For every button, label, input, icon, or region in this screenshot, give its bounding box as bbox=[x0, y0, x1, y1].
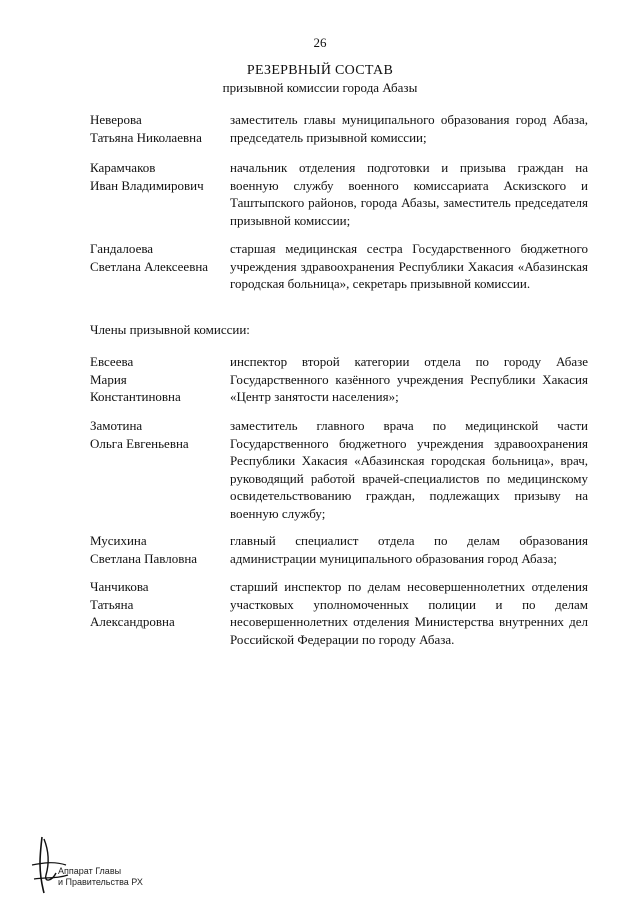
entry-member bbox=[90, 417, 588, 522]
person-role: начальник отделения подготовки и призыва граждан на военную службу военного комиссариата Аскизского и Таштыпского районов, города Абазы, заместитель председателя призывной комиссии; bbox=[230, 160, 588, 228]
entry-secretary bbox=[90, 240, 588, 293]
page-number: 26 bbox=[313, 35, 327, 50]
document-title: РЕЗЕРВНЫЙ СОСТАВ bbox=[246, 63, 394, 78]
person-role: заместитель главного врача по медицинской части Государственного бюджетного учреждения здравоохранения Республики Хакасия «Абазинская городская больница», врач, руководящий работой врачей-специалистов по медицинскому освидетельствованию граждан, подлежащих призыву на военную службу; bbox=[230, 418, 588, 521]
entry-chairman bbox=[90, 111, 588, 146]
entry-deputy-chairman bbox=[90, 159, 588, 229]
person-role: инспектор второй категории отдела по городу Абазе Государственного казённого учреждения Республики Хакасия «Центр занятости населения»; bbox=[230, 354, 588, 404]
document-subtitle: призывной комиссии города Абазы bbox=[222, 80, 418, 95]
members-heading: Члены призывной комиссии: bbox=[90, 322, 250, 337]
person-role: главный специалист отдела по делам образования администрации муниципального образования город Абаза; bbox=[230, 533, 588, 566]
person-role: старшая медицинская сестра Государственного бюджетного учреждения здравоохранения Республики Хакасия «Абазинская городская больница», секретарь призывной комиссии. bbox=[230, 241, 588, 291]
person-name: Карамчаков Иван Владимирович bbox=[90, 160, 204, 193]
person-name: Евсеева Мария Константиновна bbox=[90, 354, 181, 404]
person-role: старший инспектор по делам несовершеннолетних отделения участковых уполномоченных полиции и по делам несовершеннолетних отделения Министерства внутренних дел Российской Федерации по городу Абаза. bbox=[230, 579, 588, 647]
person-role: заместитель главы муниципального образования город Абаза, председатель призывной комиссии; bbox=[230, 112, 588, 145]
person-name: Неверова Татьяна Николаевна bbox=[90, 112, 202, 145]
person-name: Мусихина Светлана Павловна bbox=[90, 533, 198, 566]
person-name: Замотина Ольга Евгеньевна bbox=[90, 418, 189, 451]
person-name: Гандалоева Светлана Алексеевна bbox=[90, 241, 209, 274]
entry-member bbox=[90, 532, 588, 567]
person-name: Чанчикова Татьяна Александровна bbox=[90, 579, 175, 629]
entry-member bbox=[90, 578, 588, 648]
stamp-caption: Аппарат Главы и Правительства РХ bbox=[58, 866, 143, 887]
entry-member bbox=[90, 353, 588, 406]
